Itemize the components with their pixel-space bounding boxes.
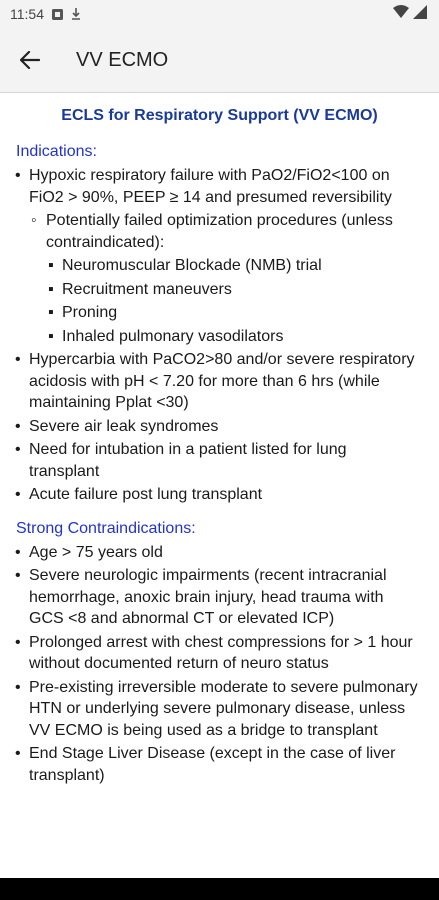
list-item: • Age > 75 years old bbox=[0, 542, 439, 564]
system-navigation-bar bbox=[0, 878, 439, 900]
list-item: • Hypoxic respiratory failure with PaO2/FiO2<100 on FiO2 > 90%, PEEP ≥ 14 and presumed reversibility bbox=[0, 165, 439, 208]
list-item: • Severe neurologic impairments (recent intracranial hemorrhage, anoxic brain injury, head trauma with GCS <8 and abnormal CT or elevated ICP) bbox=[0, 565, 439, 630]
list-item: • Need for intubation in a patient listed for lung transplant bbox=[0, 439, 439, 482]
list-item: ◦ Potentially failed optimization procedures (unless contraindicated): bbox=[0, 210, 439, 253]
app-bar bbox=[0, 28, 439, 93]
status-bar bbox=[0, 0, 439, 28]
contraindications-list bbox=[0, 542, 439, 787]
list-item: • Hypercarbia with PaCO2>80 and/or severe respiratory acidosis with pH < 7.20 for more than 6 hrs (while maintaining Pplat <30) bbox=[0, 349, 439, 414]
list-item: ▪ Inhaled pulmonary vasodilators bbox=[0, 326, 439, 348]
list-item: ▪ Proning bbox=[0, 302, 439, 324]
contraindications-heading: Strong Contraindications: bbox=[16, 519, 196, 537]
list-item: • Prolonged arrest with chest compressions for > 1 hour without documented return of neuro status bbox=[0, 632, 439, 675]
download-notification-icon bbox=[71, 8, 81, 20]
arrow-left-icon bbox=[20, 51, 40, 69]
document-content[interactable] bbox=[0, 93, 439, 878]
list-item: • End Stage Liver Disease (except in the case of liver transplant) bbox=[0, 743, 439, 786]
status-time: 11:54 bbox=[10, 6, 44, 22]
wifi-icon bbox=[393, 5, 409, 22]
indications-heading: Indications: bbox=[16, 143, 97, 160]
list-item: ▪ Neuromuscular Blockade (NMB) trial bbox=[0, 255, 439, 277]
list-item: • Pre-existing irreversible moderate to severe pulmonary HTN or underlying severe pulmonary disease, unless VV ECMO is being used as a bridge to transplant bbox=[0, 677, 439, 742]
cell-signal-icon bbox=[413, 5, 427, 22]
list-item: • Acute failure post lung transplant bbox=[0, 484, 439, 506]
app-notification-icon bbox=[52, 9, 63, 20]
list-item: • Severe air leak syndromes bbox=[0, 416, 439, 438]
back-button[interactable] bbox=[10, 40, 50, 80]
document-title: ECLS for Respiratory Support (VV ECMO) bbox=[61, 107, 378, 124]
indications-list bbox=[0, 165, 439, 506]
page-title: VV ECMO bbox=[76, 48, 169, 71]
list-item: ▪ Recruitment maneuvers bbox=[0, 279, 439, 301]
